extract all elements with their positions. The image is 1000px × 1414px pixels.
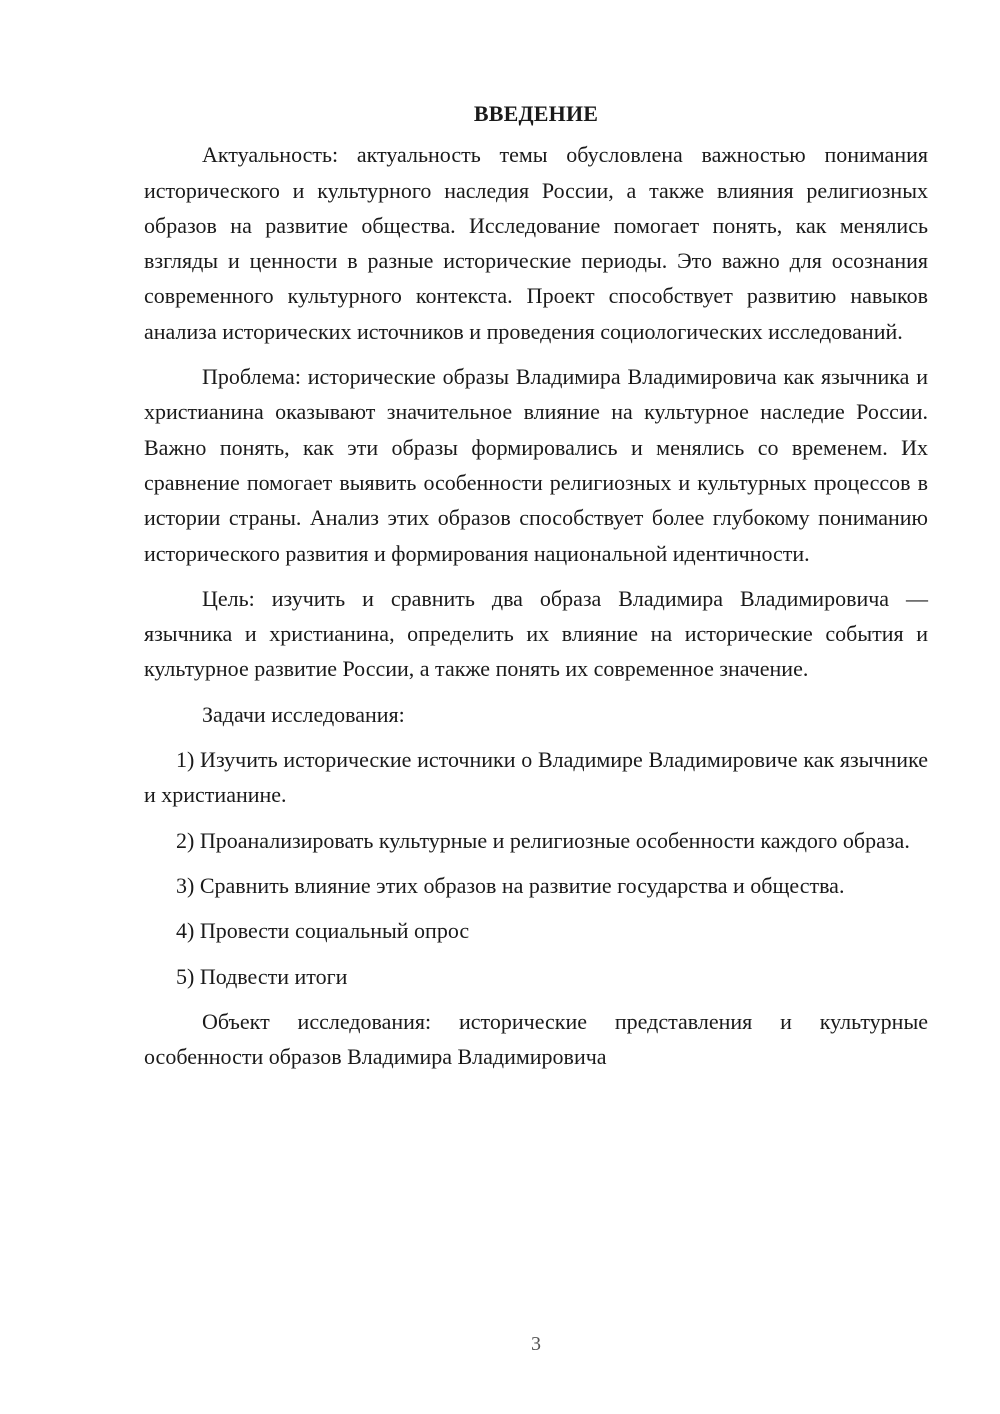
task-item-4: 4) Провести социальный опрос — [176, 918, 470, 944]
relevance-paragraph: Актуальность: актуальность темы обусловлена важностью понимания исторического и культурного наследия России, а также влияния религиозных образов на развитие общества. Исследование помогает понять, как менялись взгляды и ценности в разные исторические периоды. Это важно для осознания современного культурного контекста. Проект способствует развитию навыков анализа исторических источников и проведения социологических исследований. — [144, 142, 928, 344]
task-item-3: 3) Сравнить влияние этих образов на развитие государства и общества. — [176, 872, 845, 898]
object-paragraph: Объект исследования: исторические представления и культурные особенности образов Владимира Владимировича — [144, 1008, 928, 1070]
task-item-5: 5) Подвести итоги — [176, 963, 348, 989]
problem-paragraph: Проблема: исторические образы Владимира Владимировича как язычника и христианина оказывают значительное влияние на культурное наследие России. Важно понять, как эти образы формировались и менялись со временем. Их сравнение помогает выявить особенности религиозных и культурных процессов в истории страны. Анализ этих образов способствует более глубокому пониманию исторического развития и формирования национальной идентичности. — [144, 364, 928, 566]
tasks-heading: Задачи исследования: — [202, 701, 405, 727]
task-item-1: 1) Изучить исторические источники о Владимире Владимировиче как язычнике и христианине. — [144, 747, 928, 808]
task-item-2: 2) Проанализировать культурные и религиозные особенности каждого образа. — [176, 827, 910, 853]
goal-paragraph: Цель: изучить и сравнить два образа Владимира Владимировича — язычника и христианина, определить их влияние на исторические события и культурное развитие России, а также понять их современное значение. — [144, 585, 928, 682]
section-heading: ВВЕДЕНИЕ — [473, 101, 599, 126]
page-content — [144, 96, 928, 1084]
page-number: 3 — [531, 1333, 541, 1355]
